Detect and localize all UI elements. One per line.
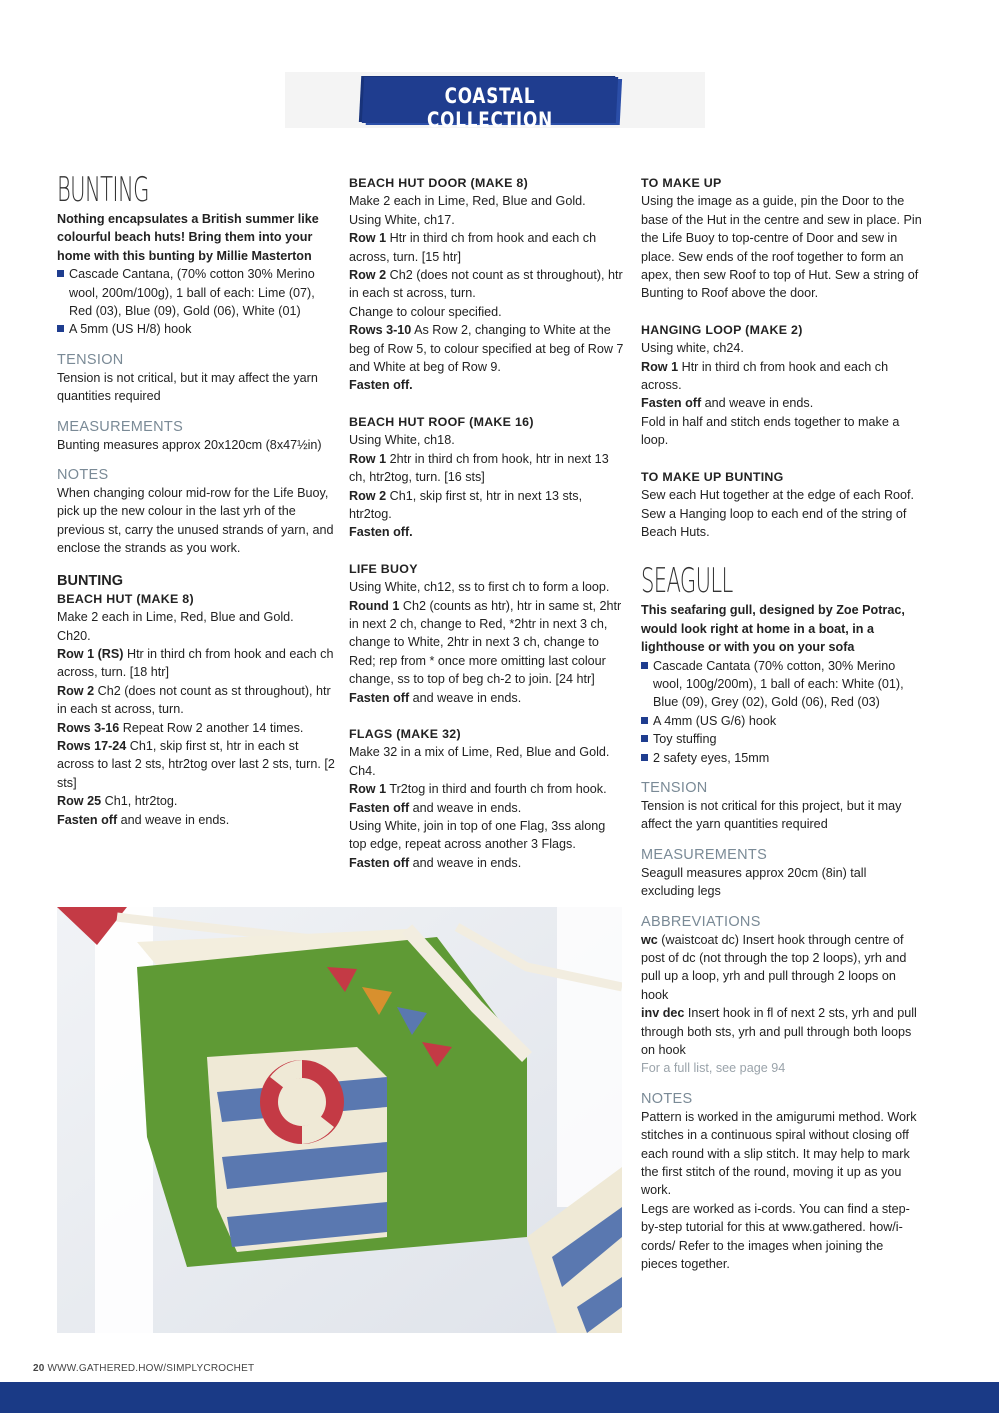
notes-heading: NOTES (57, 467, 109, 484)
instruction-line: Using White, ch18. (349, 433, 455, 448)
page-number: 20 (33, 1363, 45, 1374)
fasten-off-line: Fasten off and weave in ends. (641, 396, 814, 411)
row-instruction: Row 1 Htr in third ch from hook and each ch across, turn. [15 htr] (349, 231, 597, 264)
materials-item: A 5mm (US H/8) hook (57, 320, 335, 338)
make-up-text: Using the image as a guide, pin the Door to the base of the Hut in the centre and sew in place. Pin the Life Buoy to top-centre of Door and sew in place. Sew ends of the roof together to form an apex, then sew Roof to top of Hut. Sew a string of Bunting to Roof above the door. (641, 194, 922, 301)
row-instruction: Rows 3-10 As Row 2, changing to White at the beg of Row 5, to colour specified at beg of Row 7 and White at beg of Row 9. (349, 323, 624, 375)
instruction-line: Make 2 each in Lime, Red, Blue and Gold. (349, 194, 586, 209)
column-2 (349, 172, 625, 872)
measurements-text: Seagull measures approx 20cm (8in) tall excluding legs (641, 865, 867, 899)
instruction-line: Using White, ch17. (349, 212, 455, 227)
bunting-photo (57, 907, 622, 1333)
bunting-intro: Nothing encapsulates a British summer like colourful beach huts! Bring them into your home with this bunting by Millie Masterton (57, 212, 319, 263)
bunting-title: BUNTING (57, 170, 149, 210)
make-up-bunting-heading: TO MAKE UP BUNTING (641, 469, 784, 484)
instruction-line: Change to colour specified. (349, 304, 502, 319)
footer-url[interactable]: WWW.GATHERED.HOW/SIMPLYCROCHET (47, 1363, 255, 1374)
door-heading: BEACH HUT DOOR (MAKE 8) (349, 176, 528, 190)
materials-item: 2 safety eyes, 15mm (641, 749, 923, 767)
abbreviation-entry: wc (waistcoat dc) Insert hook through centre of post of dc (not through the top 2 loops), yrh and pull up a loop, yrh and pull through 2 loops on hook (641, 932, 907, 1002)
fasten-off-line: Fasten off and weave in ends. (349, 800, 522, 815)
fasten-off-line: Fasten off and weave in ends. (349, 855, 522, 870)
instruction-line: Ch20. (57, 628, 91, 643)
tension-heading: TENSION (641, 779, 708, 796)
fasten-off-line: Fasten off and weave in ends. (349, 690, 522, 705)
row-instruction: Row 2 Ch2 (does not count as st throughout), htr in each st across, turn. (349, 268, 623, 301)
instruction-line: Make 2 each in Lime, Red, Blue and Gold. (57, 610, 294, 625)
notes-text: Pattern is worked in the amigurumi method. Work stitches in a continuous spiral without closing off each round with a slip stitch. It may help to mark the first stitch of the round, moving it up as you work. (641, 1109, 917, 1198)
column-1 (57, 172, 335, 829)
instruction-line: Using white, ch24. (641, 341, 744, 356)
instruction-line: Ch4. (349, 763, 376, 778)
materials-item: Toy stuffing (641, 730, 923, 748)
collection-title: COASTAL COLLECTION (427, 84, 553, 132)
row-instruction: Row 2 Ch1, skip first st, htr in next 13 sts, htr2tog. (349, 488, 583, 521)
roof-heading: BEACH HUT ROOF (MAKE 16) (349, 414, 534, 429)
footer-bar (0, 1382, 999, 1413)
fasten-off-line: Fasten off and weave in ends. (57, 812, 230, 827)
beach-hut-illustration (57, 907, 622, 1333)
row-instruction: Row 1 Htr in third ch from hook and each ch across. (641, 359, 889, 393)
notes-text: When changing colour mid-row for the Life Buoy, pick up the new colour in the last yrh of the previous st, carry the unused strands of yarn, and enclose the strands as you work. (57, 486, 334, 556)
instruction-line: Fold in half and stitch ends together to make a loop. (641, 414, 900, 448)
row-instruction: Row 1 (RS) Htr in third ch from hook and each ch across, turn. [18 htr] (57, 646, 334, 680)
full-list-note: For a full list, see page 94 (641, 1061, 786, 1076)
make-up-heading: TO MAKE UP (641, 176, 722, 190)
measurements-text: Bunting measures approx 20x120cm (8x47½in) (57, 437, 322, 452)
row-instruction: Rows 3-16 Repeat Row 2 another 14 times. (57, 720, 304, 735)
tension-text: Tension is not critical for this project, but it may affect the yarn quantities required (641, 798, 902, 832)
bunting-heading: BUNTING (57, 572, 124, 589)
seagull-title: SEAGULL (641, 561, 733, 602)
beach-hut-heading: BEACH HUT (MAKE 8) (57, 591, 194, 606)
fasten-off-line: Fasten off. (349, 378, 413, 393)
row-instruction: Row 1 Tr2tog in third and fourth ch from hook. (349, 782, 607, 797)
row-instruction: Rows 17-24 Ch1, skip first st, htr in each st across to last 2 sts, htr2tog over last 2 sts, turn. [2 sts] (57, 738, 335, 790)
row-instruction: Round 1 Ch2 (counts as htr), htr in same st, 2htr in next 2 ch, change to Red, *2htr in next 3 ch, change to White, 2htr in next 3 ch, change to Red; rep from * once more omitting last colour change, ss to top of beg ch-2 to join. [24 htr] (349, 598, 622, 687)
instruction-line: Sew a Hanging loop to each end of the string of Beach Huts. (641, 506, 907, 539)
life-buoy-heading: LIFE BUOY (349, 561, 418, 576)
instruction-line: Make 32 in a mix of Lime, Red, Blue and Gold. (349, 745, 610, 760)
tension-heading: TENSION (57, 351, 124, 368)
tension-text: Tension is not critical, but it may affect the yarn quantities required (57, 370, 318, 404)
row-instruction: Row 2 Ch2 (does not count as st throughout), htr in each st across, turn. (57, 683, 331, 717)
materials-item: Cascade Cantata (70% cotton, 30% Merino wool, 100g/200m), 1 ball of each: White (01), Blue (09), Grey (02), Gold (06), Red (03) (641, 657, 923, 712)
seagull-intro: This seafaring gull, designed by Zoe Potrac, would look right at home in a boat, in a lighthouse or with you on your sofa (641, 603, 905, 655)
page-footer (33, 1363, 254, 1374)
notes-heading: NOTES (641, 1090, 693, 1107)
flags-heading: FLAGS (MAKE 32) (349, 726, 461, 741)
materials-item: A 4mm (US G/6) hook (641, 712, 923, 730)
column-3 (641, 172, 923, 1274)
row-instruction: Row 25 Ch1, htr2tog. (57, 794, 178, 809)
instruction-line: Using White, ch12, ss to first ch to form a loop. (349, 580, 610, 595)
notes-text: Legs are worked as i-cords. You can find a step-by-step tutorial for this at www.gathered. how/i-cords/ Refer to the images when joining the pieces together. (641, 1201, 910, 1272)
materials-item: Cascade Cantana, (70% cotton 30% Merino wool, 200m/100g), 1 ball of each: Lime (07), Red (03), Blue (09), Gold (06), White (01) (57, 265, 335, 320)
fasten-off-line: Fasten off. (349, 525, 413, 540)
measurements-heading: MEASUREMENTS (641, 846, 768, 863)
hanging-loop-heading: HANGING LOOP (MAKE 2) (641, 322, 803, 337)
instruction-line: Using White, join in top of one Flag, 3ss along top edge, repeat across another 3 Flags. (349, 819, 606, 852)
abbreviations-heading: ABBREVIATIONS (641, 913, 761, 930)
measurements-heading: MEASUREMENTS (57, 418, 184, 435)
abbreviation-entry: inv dec Insert hook in fl of next 2 sts, yrh and pull through both sts, yrh and pull through both loops on hook (641, 1006, 917, 1058)
instruction-line: Sew each Hut together at the edge of each Roof. (641, 488, 915, 503)
row-instruction: Row 1 2htr in third ch from hook, htr in next 13 ch, htr2tog, turn. [16 sts] (349, 451, 609, 485)
